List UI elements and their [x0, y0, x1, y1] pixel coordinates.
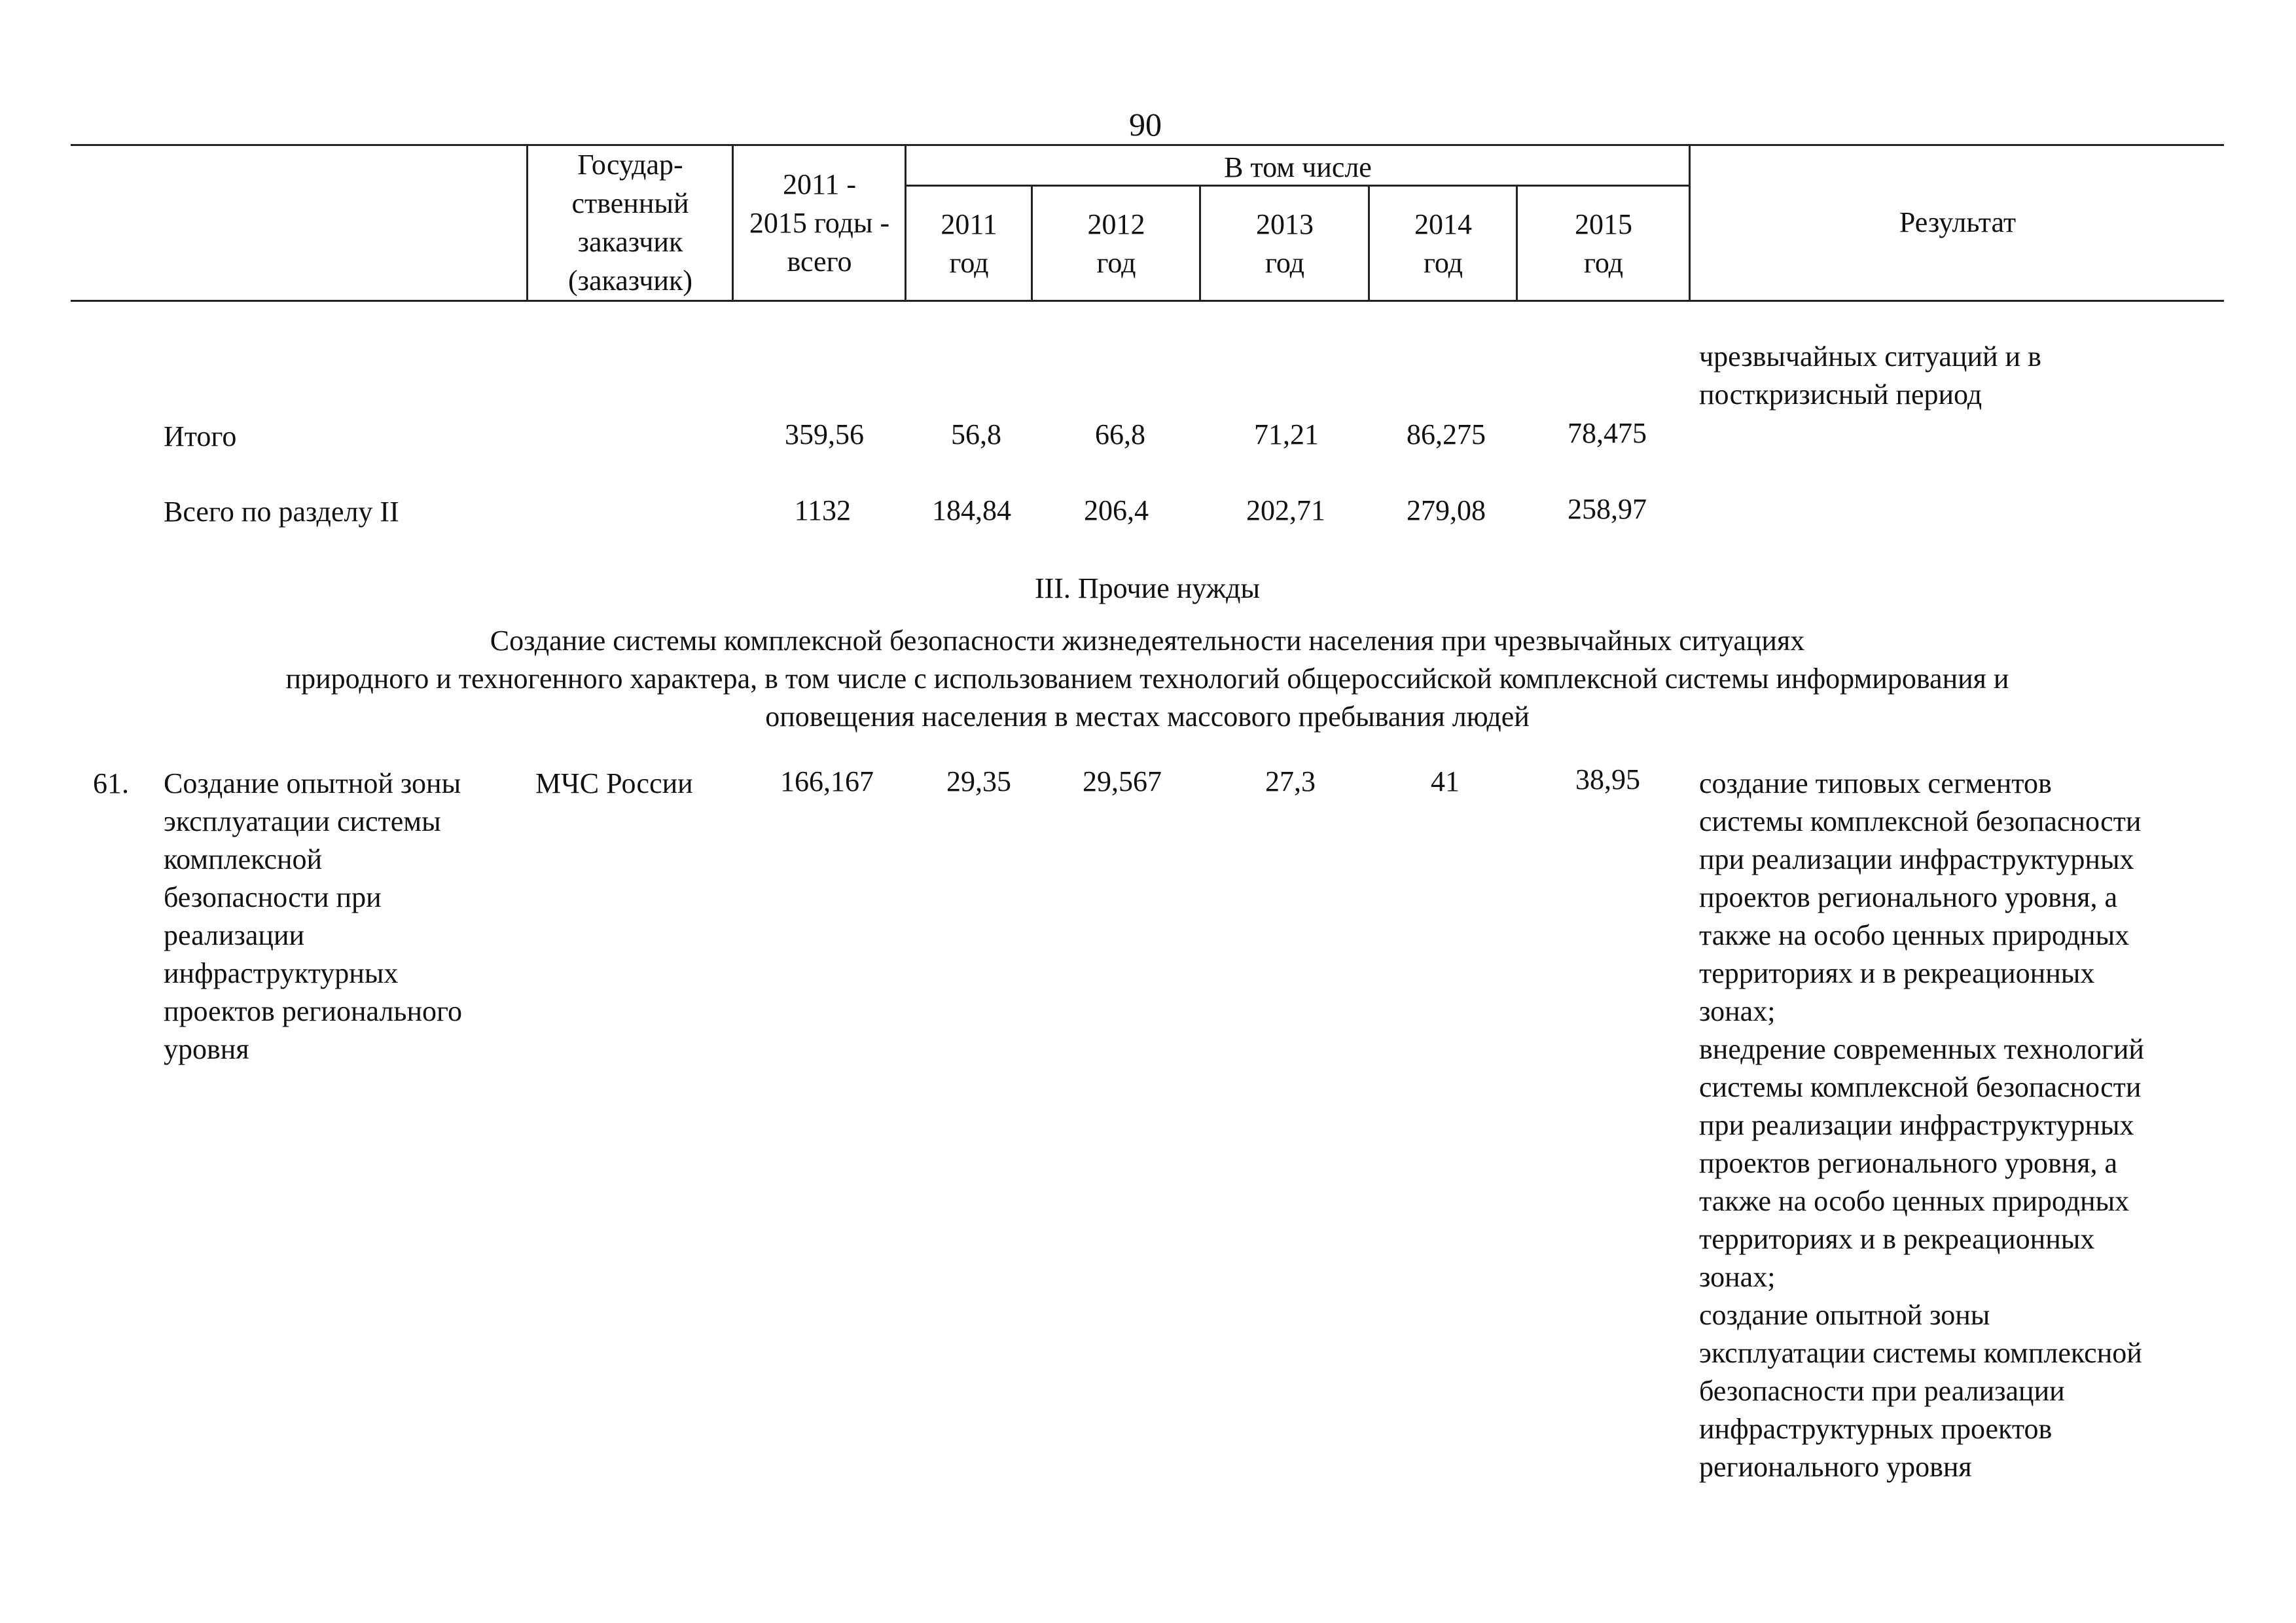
header-including: В том числе — [1224, 151, 1372, 183]
row-2013: 27,3 — [1265, 765, 1316, 797]
row-2011: 29,35 — [946, 765, 1011, 797]
row-2014: 41 — [1431, 765, 1460, 797]
header-year-2015: 2015 год — [1575, 208, 1632, 279]
summary-row-2015: 78,475 — [1568, 417, 1647, 449]
row-total: 166,167 — [780, 765, 874, 797]
summary-row-2011: 56,8 — [951, 418, 1001, 450]
table-header-bottom-rule — [71, 300, 2224, 302]
header-divider-total — [732, 145, 734, 300]
summary-row-2012: 206,4 — [1084, 494, 1149, 526]
summary-row-2013: 71,21 — [1254, 418, 1319, 450]
header-year-2012: 2012 год — [1087, 208, 1145, 279]
summary-row-2012: 66,8 — [1095, 418, 1145, 450]
carryover-result-text: чрезвычайных ситуаций и в посткризисный период — [1699, 340, 2041, 410]
page-number: 90 — [1129, 106, 1162, 143]
section-subtitle: Создание системы комплексной безопасности жизнедеятельности населения при чрезвычайных ситуациях природного и техногенного характера, в том числе с использованием технологий общероссийской комплексной системы информирования и оповещения населения в местах массового пребывания людей — [285, 625, 2009, 733]
row-activity-name: Создание опытной зоны эксплуатации системы комплексной безопасности при реализации инфраструктурных проектов регионального уровня — [164, 767, 462, 1065]
header-divider-2014 — [1368, 186, 1370, 300]
header-divider-2012 — [1031, 186, 1033, 300]
summary-row-2015: 258,97 — [1568, 493, 1647, 525]
row-2015: 38,95 — [1575, 763, 1640, 795]
summary-row-total: 1132 — [794, 494, 851, 526]
summary-row-2014: 279,08 — [1407, 494, 1486, 526]
table-top-rule — [71, 144, 2224, 146]
header-year-2014: 2014 год — [1414, 208, 1472, 279]
summary-row-2014: 86,275 — [1407, 418, 1486, 450]
row-customer: МЧС России — [535, 767, 693, 799]
header-result: Результат — [1899, 206, 2017, 238]
header-divider-years — [905, 145, 906, 300]
row-result: создание типовых сегментов системы комплексной безопасности при реализации инфраструктурных проектов регионального уровня, а также на особо ценных природных территориях и в рекреационных зонах; внедрение современных технологий системы комплексной безопасности при реализации инфраструктурных проектов регионального уровня, а также на особо ценных природных территориях и в рекреационных зонах; создание опытной зоны эксплуатации системы комплексной безопасности при реализации инфраструктурных проектов регионального уровня — [1699, 767, 2144, 1483]
row-2012: 29,567 — [1083, 765, 1162, 797]
header-divider-2013 — [1199, 186, 1201, 300]
header-customer: Государ- ственный заказчик (заказчик) — [567, 149, 692, 297]
header-divider-2015 — [1516, 186, 1518, 300]
header-year-2013: 2013 год — [1256, 208, 1314, 279]
header-year-2011: 2011 год — [941, 208, 997, 279]
header-divider-result — [1689, 145, 1691, 300]
header-total: 2011 - 2015 годы - всего — [749, 168, 890, 278]
row-number: 61. — [93, 767, 129, 799]
summary-row-2013: 202,71 — [1246, 494, 1325, 526]
summary-row-2011: 184,84 — [932, 494, 1011, 526]
summary-row-total: 359,56 — [785, 418, 864, 450]
summary-row-label: Всего по разделу II — [164, 496, 399, 528]
section-title: III. Прочие нужды — [1034, 572, 1261, 604]
summary-row-label: Итого — [164, 420, 237, 452]
header-divider-customer — [526, 145, 528, 300]
